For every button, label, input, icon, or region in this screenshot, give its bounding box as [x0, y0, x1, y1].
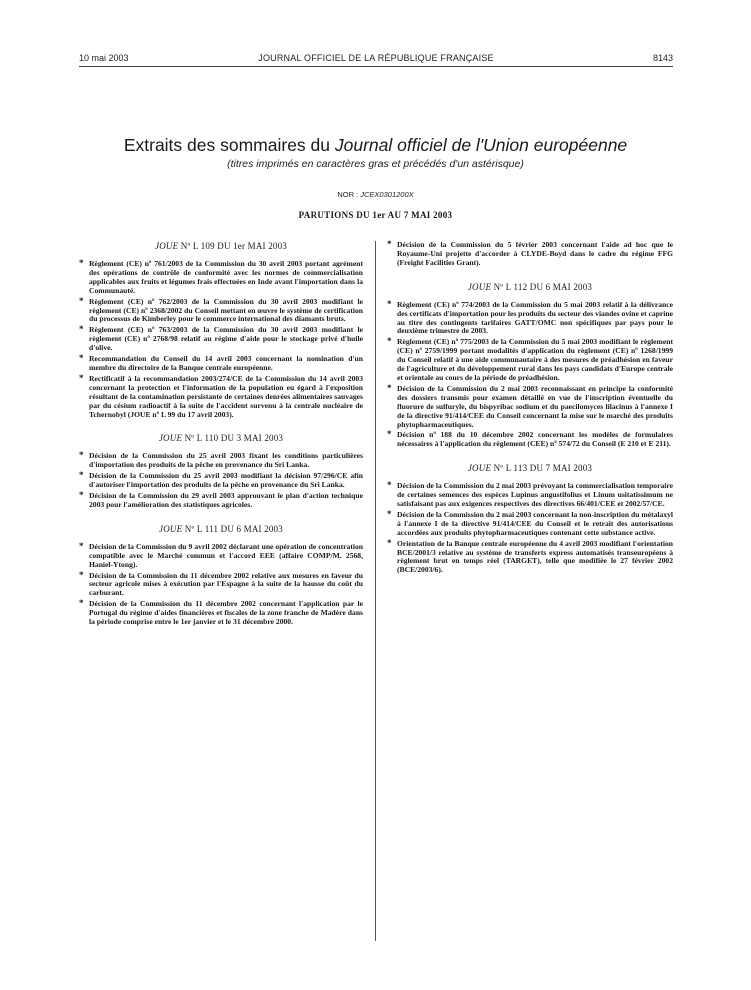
summary-entry	[79, 295, 363, 325]
journal-abbrev: JOUE	[159, 523, 183, 534]
column-divider	[375, 241, 376, 941]
summary-entry	[79, 472, 363, 490]
right-column	[387, 241, 673, 577]
entry-text: Décision de la Commission du 11 décembre 2002 relative aux mesures en faveur du secteur agricole mises à exécution par l'Espagne à la suite de la hausse du coût du carburant.	[89, 570, 363, 598]
entry-text: Règlement (CE) nº 774/2003 de la Commission du 5 mai 2003 relatif à la délivrance des certificats d'importation pour les produits du secteur des viandes ovine et caprine au titre des contingents tarifaires GATT/OMC non spécifiques par pays pour le deuxième trimestre de 2003.	[397, 299, 673, 336]
title-prefix: Extraits des sommaires du	[123, 135, 335, 155]
summary-entry	[79, 326, 363, 353]
asterisk-bullet: *	[387, 298, 392, 309]
journal-issue-heading	[387, 463, 673, 473]
entry-text: Décision de la Commission du 25 avril 2003 modifiant la décision 97/296/CE afin d'autoriser l'importation des produits de la pêche en provenance du Sri Lanka.	[89, 471, 363, 490]
section-gap	[79, 512, 363, 524]
journal-abbrev: JOUE	[155, 241, 179, 251]
entry-text: Décision de la Commission du 2 mai 2003 concernant la non-inscription du métalaxyl à l'annexe I de la directive 91/414/CEE du Conseil et le retrait des autorisations accordées aux produits phytopharmaceutiques contenant cette substance active.	[397, 509, 673, 537]
summary-entry	[387, 382, 673, 430]
journal-abbrev: JOUE	[467, 281, 492, 292]
title-italic: Journal officiel de l'Union européenne	[334, 135, 628, 155]
entry-text: Rectificatif à la recommandation 2003/274/CE de la Commission du 14 avril 2003 concernant la protection et l'information de la population eu égard à l'exposition résultant de la contamination persistante de certaines denrées alimentaires sauvages par du césium radioactif à la suite de l'accident survenu à la centrale nucléaire de Tchernobyl (JOUE nº L 99 du 17 avril 2003).	[89, 373, 363, 419]
page-title	[60, 135, 691, 156]
summary-entry	[79, 452, 363, 470]
summary-entry	[387, 338, 673, 383]
issue-number: Nº L 110 DU 3 MAI 2003	[182, 433, 284, 444]
section-gap	[387, 451, 673, 463]
summary-entry	[79, 492, 363, 510]
summary-entry	[387, 241, 673, 268]
journal-issue-heading	[387, 282, 673, 292]
entry-text: Règlement (CE) nº 763/2003 de la Commission du 30 avril 2003 modifiant le règlement (CE) nº 2768/98 relatif au régime d'aide pour le stockage privé d'huile d'olive.	[89, 325, 363, 353]
asterisk-bullet: *	[79, 598, 84, 609]
entry-text: Décision de la Commission du 2 mai 2003 prévoyant la commercialisation temporaire de certaines semences des espèces Lupinus angustifolius et Linum usitatissimum ne satisfaisant pas aux exigences respectives des directives 66/401/CEE et 2002/57/CE.	[397, 481, 673, 509]
entry-text: Décision nº 188 du 10 décembre 2002 concernant les modèles de formulaires nécessaires à l'application du règlement (CEE) nº 574/72 du Conseil (E 210 et E 211).	[397, 430, 673, 449]
asterisk-bullet: *	[79, 540, 84, 551]
running-header	[79, 53, 673, 67]
issue-date: 10 mai 2003	[79, 53, 129, 63]
entry-text: Décision de la Commission du 5 février 2003 concernant l'aide ad hoc que le Royaume-Uni projette d'accorder à CLYDE-Boyd dans le cadre du régime FFG (Freight Facilities Grant).	[397, 240, 673, 267]
asterisk-bullet: *	[387, 480, 392, 491]
journal-issue-heading	[79, 524, 363, 534]
asterisk-bullet: *	[387, 336, 392, 347]
summary-entry	[79, 260, 363, 296]
entry-text: Décision de la Commission du 25 avril 2003 fixant les conditions particulières d'importation des produits de la pêche en provenance du Sri Lanka.	[89, 451, 363, 470]
entry-text: Décision de la Commission du 9 avril 2002 déclarant une opération de concentration compatible avec le Marché commun et l'accord EEE (affaire COMP/M. 2568, Haniel-Ytong).	[89, 541, 363, 569]
nor-code: JCEX0301200X	[360, 190, 414, 199]
asterisk-bullet: *	[79, 324, 84, 335]
entry-text: Règlement (CE) nº 775/2003 de la Commission du 5 mai 2003 modifiant le règlement (CE) nº 2759/1999 portant modalités d'application du règlement (CE) nº 1268/1999 du Conseil relatif à une aide communautaire à des mesures de préadhésion en faveur de l'agriculture et du développement rural dans les pays candidats d'Europe centrale et orientale au cours de la période de préadhésion.	[397, 337, 673, 382]
parutions-heading: PARUTIONS DU 1er AU 7 MAI 2003	[298, 210, 453, 220]
asterisk-bullet: *	[387, 537, 392, 548]
summary-entry	[79, 540, 363, 570]
asterisk-bullet: *	[387, 382, 392, 393]
summary-entry	[387, 482, 673, 509]
issue-number: Nº L 112 DU 6 MAI 2003	[491, 281, 593, 292]
section-gap	[79, 421, 363, 433]
asterisk-bullet: *	[79, 470, 84, 481]
summary-entry	[387, 431, 673, 449]
asterisk-bullet: *	[79, 569, 84, 580]
journal-abbrev: JOUE	[158, 433, 183, 444]
summary-entry	[387, 537, 673, 576]
entry-text: Règlement (CE) nº 761/2003 de la Commission du 30 avril 2003 portant agrément des opérations de contrôle de conformité avec les normes de commercialisation applicables aux fruits et légumes frais effectuées en Inde avant l'importation dans la Communauté.	[89, 259, 363, 295]
journal-issue-heading	[79, 433, 363, 443]
asterisk-bullet: *	[79, 258, 84, 268]
entry-text: Décision de la Commission du 11 décembre 2002 concernant l'application par le Portugal du régime d'aides financières et fiscales de la zone franche de Madère dans la période comprise entre le 1er janvier et le 31 décembre 2000.	[89, 599, 363, 627]
summary-entry	[387, 298, 673, 337]
asterisk-bullet: *	[387, 239, 392, 249]
journal-name: JOURNAL OFFICIEL DE LA RÉPUBLIQUE FRANÇAISE	[258, 53, 494, 63]
issue-number: Nº L 109 DU 1er MAI 2003	[178, 241, 287, 251]
journal-issue-heading	[79, 241, 363, 251]
entry-text: Recommandation du Conseil du 14 avril 2003 concernant la nomination d'un membre du directoire de la Banque centrale européenne.	[89, 354, 363, 372]
asterisk-bullet: *	[79, 353, 84, 364]
summary-entry	[79, 569, 363, 599]
nor-line	[60, 190, 691, 199]
asterisk-bullet: *	[79, 450, 84, 461]
section-gap	[387, 270, 673, 282]
page-subtitle: (titres imprimés en caractères gras et précédés d'un astérisque)	[227, 158, 524, 170]
asterisk-bullet: *	[387, 429, 392, 440]
entry-text: Règlement (CE) nº 762/2003 de la Commission du 30 avril 2003 modifiant le règlement (CE) nº 2368/2002 du Conseil mettant en œuvre le système de certification du processus de Kimberley pour le commerce international des diamants bruts.	[89, 296, 363, 324]
header-rule	[79, 66, 673, 67]
asterisk-bullet: *	[79, 295, 84, 306]
issue-number: Nº L 111 DU 6 MAI 2003	[182, 523, 283, 534]
asterisk-bullet: *	[79, 490, 84, 501]
asterisk-bullet: *	[387, 508, 392, 519]
left-column	[79, 241, 363, 629]
entry-text: Décision de la Commission du 29 avril 2003 approuvant le plan d'action technique 2003 pour l'amélioration des statistiques agricoles.	[89, 491, 363, 509]
entry-text: Orientation de la Banque centrale européenne du 4 avril 2003 modifiant l'orientation BCE/2001/3 relative au système de transferts express automatisés transeuropéens à règlement brut en temps réel (TARGET), telle que modifiée le 27 février 2002 (BCE/2003/6).	[397, 538, 673, 575]
nor-label: NOR :	[337, 190, 361, 199]
page-number: 8143	[652, 53, 673, 63]
summary-entry	[387, 508, 673, 538]
asterisk-bullet: *	[79, 372, 84, 383]
summary-entry	[79, 600, 363, 627]
summary-entry	[79, 355, 363, 373]
summary-entry	[79, 372, 363, 420]
journal-abbrev: JOUE	[467, 463, 492, 474]
entry-text: Décision de la Commission du 2 mai 2003 reconnaissant en principe la conformité des dossiers transmis pour examen détaillé en vue de l'inscription éventuelle du fluorure de sulfuryle, du bispyribac sodium et du paecilomyces lilacinus à l'annexe I de la directive 91/414/CEE du Conseil concernant la mise sur le marché des produits phytopharmaceutiques.	[397, 383, 673, 429]
issue-number: Nº L 113 DU 7 MAI 2003	[491, 463, 593, 474]
